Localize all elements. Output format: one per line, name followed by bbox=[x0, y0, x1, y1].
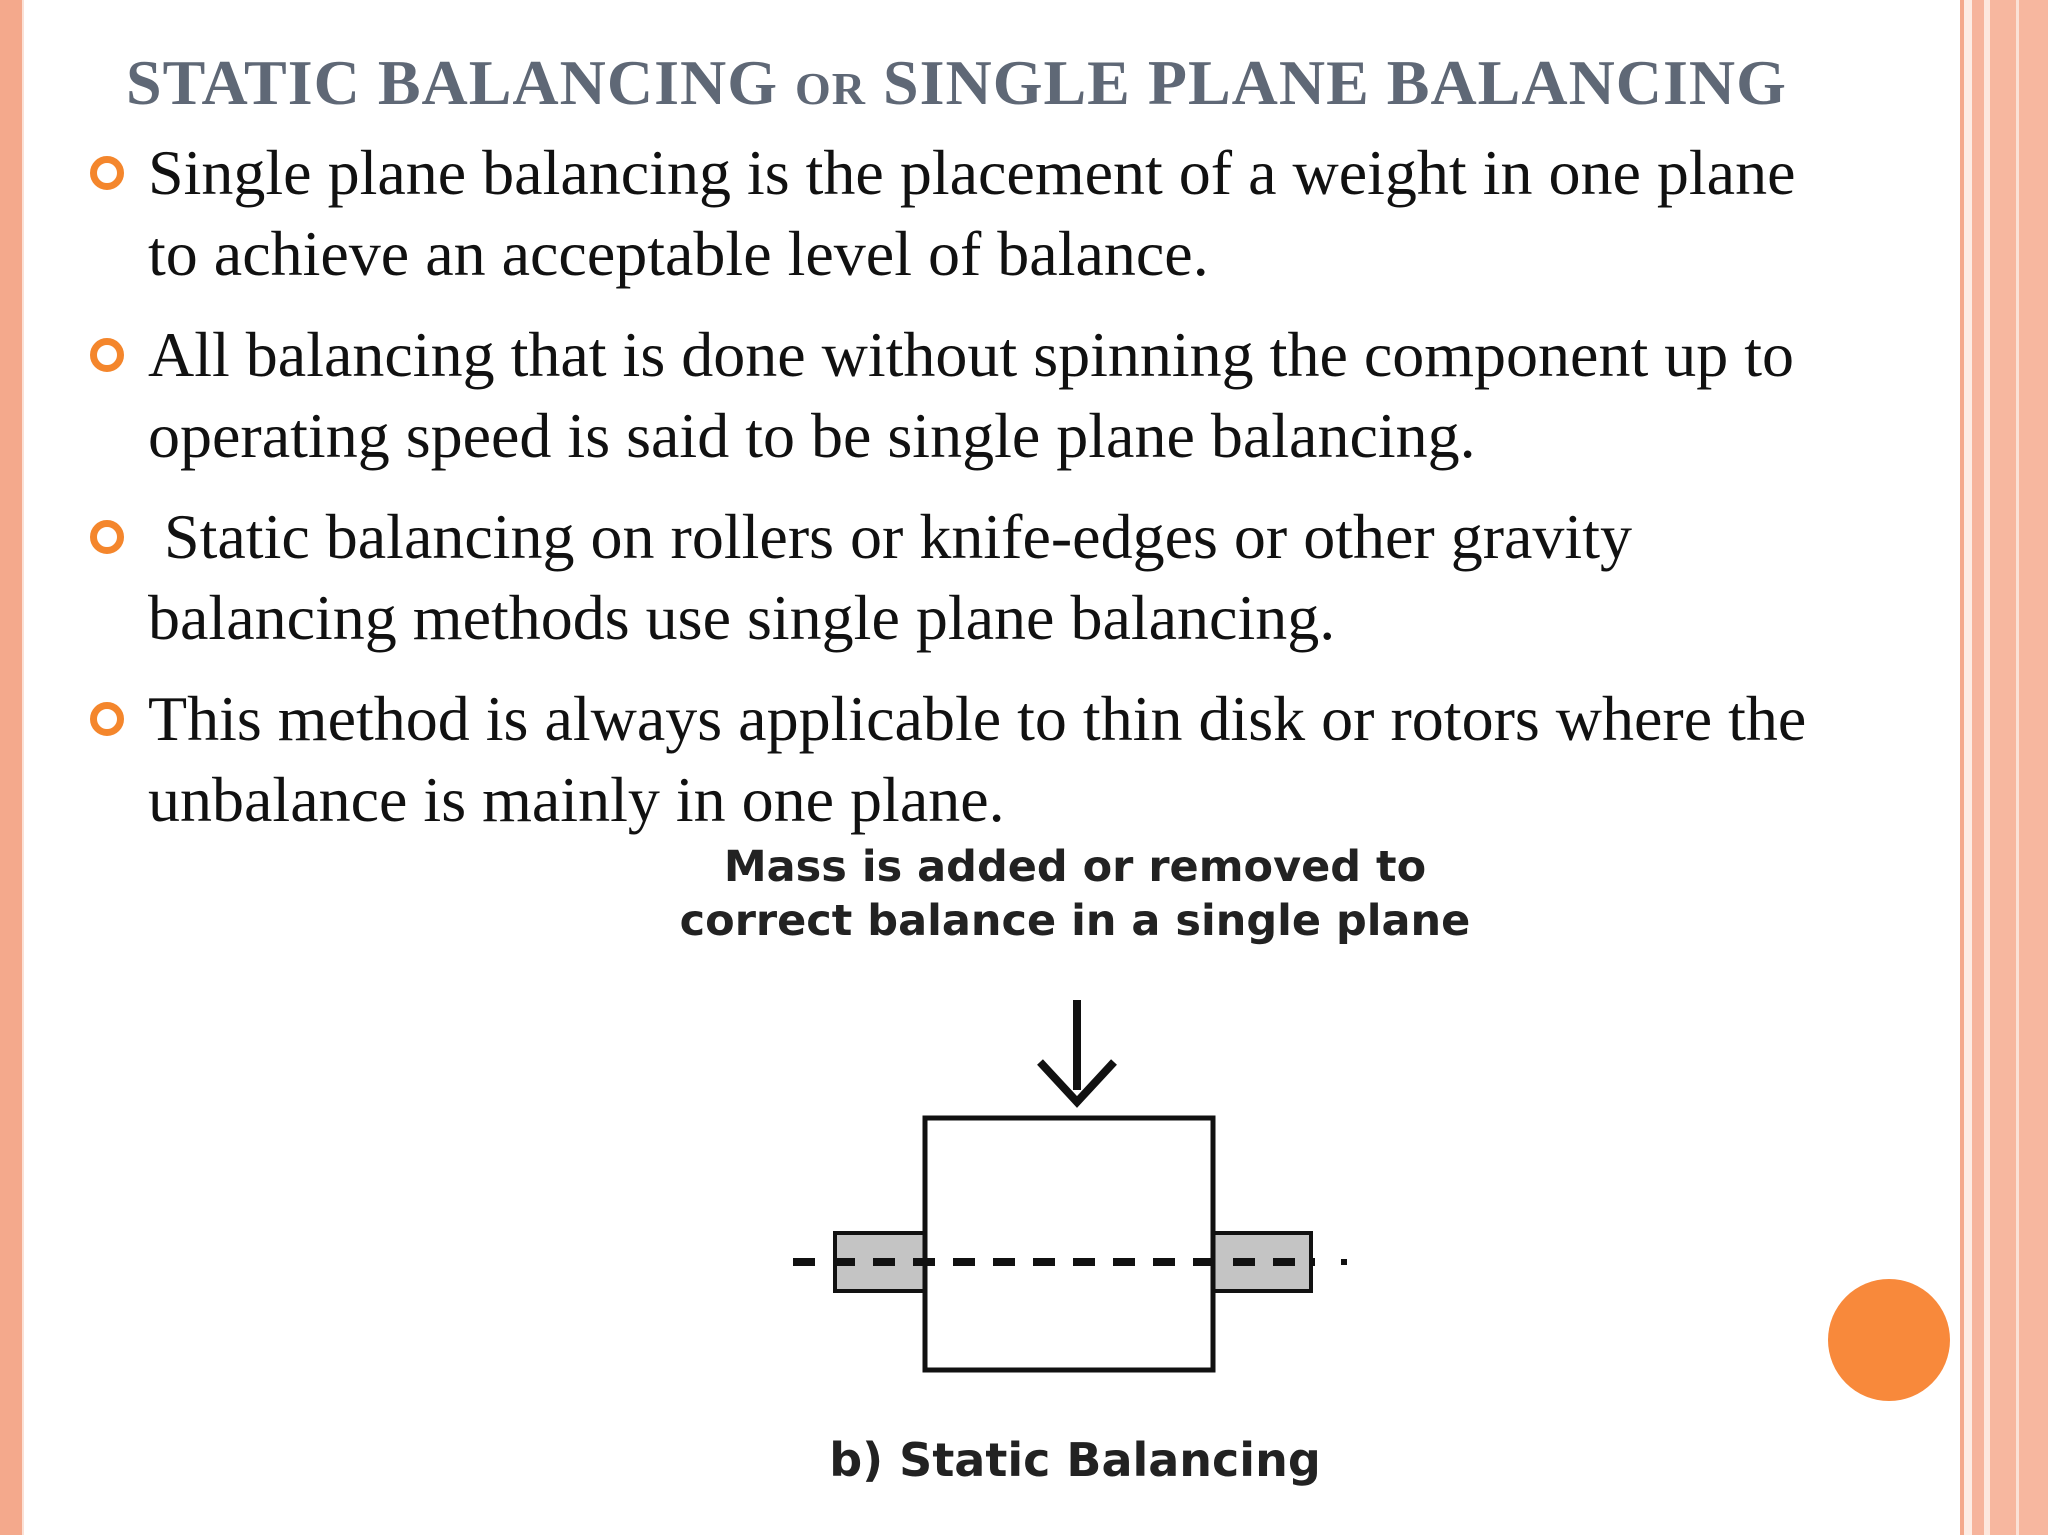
bullet-text: All balancing that is done without spinning the component up to operating speed is said to be single plane balancing. bbox=[148, 319, 1794, 471]
right-border-stripe bbox=[2016, 0, 2019, 1535]
axis-end-dot bbox=[1341, 1259, 1347, 1265]
bullet-circle-icon bbox=[90, 338, 124, 372]
down-arrow-icon bbox=[1040, 1000, 1114, 1102]
figure-caption-line-1: Mass is added or removed to bbox=[723, 842, 1427, 892]
decorative-circle bbox=[1828, 1279, 1950, 1401]
balancing-diagram bbox=[545, 990, 1605, 1430]
right-border-stripe bbox=[1964, 0, 1972, 1535]
figure-caption-line-2: correct balance in a single plane bbox=[679, 896, 1471, 946]
title-part-2: OR bbox=[794, 63, 866, 114]
shaft-right bbox=[1213, 1233, 1311, 1291]
figure-caption-bottom: b) Static Balancing bbox=[829, 1433, 1321, 1487]
title-part-3: SINGLE PLANE BALANCING bbox=[865, 47, 1787, 118]
left-border-stripe bbox=[0, 0, 22, 1535]
static-balancing-figure bbox=[545, 840, 1605, 1510]
bullet-circle-icon bbox=[90, 702, 124, 736]
figure-caption-top bbox=[545, 840, 1605, 948]
bullet-circle-icon bbox=[90, 520, 124, 554]
slide-title bbox=[126, 48, 1866, 124]
bullet-circle-icon bbox=[90, 156, 124, 190]
right-border-stripe bbox=[1990, 0, 2048, 1535]
right-border-stripe bbox=[1972, 0, 1984, 1535]
bullet-text: This method is always applicable to thin disk or rotors where the unbalance is mainly in one plane. bbox=[148, 683, 1807, 835]
bullet-text: Static balancing on rollers or knife-edges or other gravity balancing methods use single plane balancing. bbox=[148, 501, 1632, 653]
left-border-highlight bbox=[22, 0, 24, 1535]
bullet-text: Single plane balancing is the placement of a weight in one plane to achieve an acceptable level of balance. bbox=[148, 137, 1796, 289]
rotor-disk bbox=[925, 1118, 1213, 1370]
title-part-1: STATIC BALANCING bbox=[126, 47, 795, 118]
